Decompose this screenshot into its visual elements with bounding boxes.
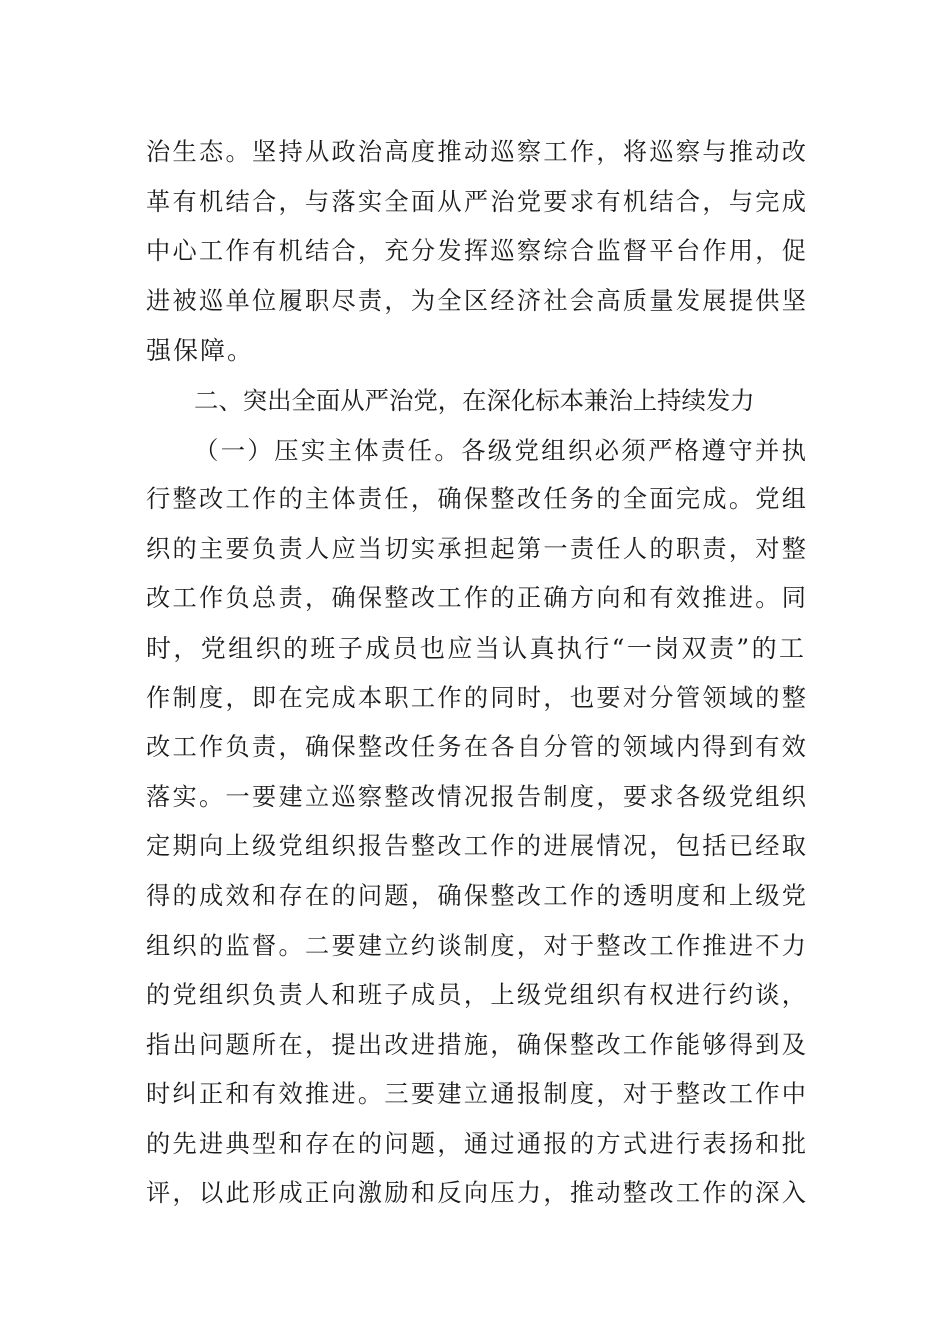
text-line: 进被巡单位履职尽责，为全区经济社会高质量发展提供坚 bbox=[146, 286, 806, 315]
section-heading: 二、突出全面从严治党，在深化标本兼治上持续发力 bbox=[194, 385, 755, 415]
text-line: 时纠正和有效推进。三要建立通报制度，对于整改工作中 bbox=[146, 1080, 806, 1109]
text-line: 指出问题所在，提出改进措施，确保整改工作能够得到及 bbox=[146, 1030, 806, 1059]
text-line: 强保障。 bbox=[146, 336, 255, 366]
text-line: 治生态。坚持从政治高度推动巡察工作，将巡察与推动改 bbox=[146, 138, 806, 166]
text-line: 得的成效和存在的问题，确保整改工作的透明度和上级党 bbox=[146, 881, 806, 910]
text-line: 组织的监督。二要建立约谈制度，对于整改工作推进不力 bbox=[146, 931, 806, 960]
text-line: 织的主要负责人应当切实承担起第一责任人的职责，对整 bbox=[146, 534, 806, 563]
body-text bbox=[146, 128, 806, 1219]
text-line: 时，党组织的班子成员也应当认真执行“一岗双责”的工 bbox=[146, 633, 806, 663]
text-line: 改工作负责，确保整改任务在各自分管的领域内得到有效 bbox=[146, 733, 806, 762]
text-line: 行整改工作的主体责任，确保整改任务的全面完成。党组 bbox=[146, 485, 806, 514]
text-line: 落实。一要建立巡察整改情况报告制度，要求各级党组织 bbox=[146, 782, 806, 811]
text-line: 评，以此形成正向激励和反向压力，推动整改工作的深入 bbox=[146, 1179, 806, 1208]
text-line: 革有机结合，与落实全面从严治党要求有机结合，与完成 bbox=[146, 187, 806, 216]
text-line: 中心工作有机结合，充分发挥巡察综合监督平台作用，促 bbox=[146, 237, 806, 266]
text-line: 的先进典型和存在的问题，通过通报的方式进行表扬和批 bbox=[146, 1129, 806, 1158]
text-line: 定期向上级党组织报告整改工作的进展情况，包括已经取 bbox=[146, 832, 806, 861]
text-line: 作制度，即在完成本职工作的同时，也要对分管领域的整 bbox=[146, 683, 806, 712]
text-line: 改工作负总责，确保整改工作的正确方向和有效推进。同 bbox=[146, 584, 806, 613]
text-line: 的党组织负责人和班子成员，上级党组织有权进行约谈， bbox=[146, 981, 806, 1010]
subsection-heading-line: （一）压实主体责任。各级党组织必须严格遵守并执 bbox=[194, 435, 806, 465]
